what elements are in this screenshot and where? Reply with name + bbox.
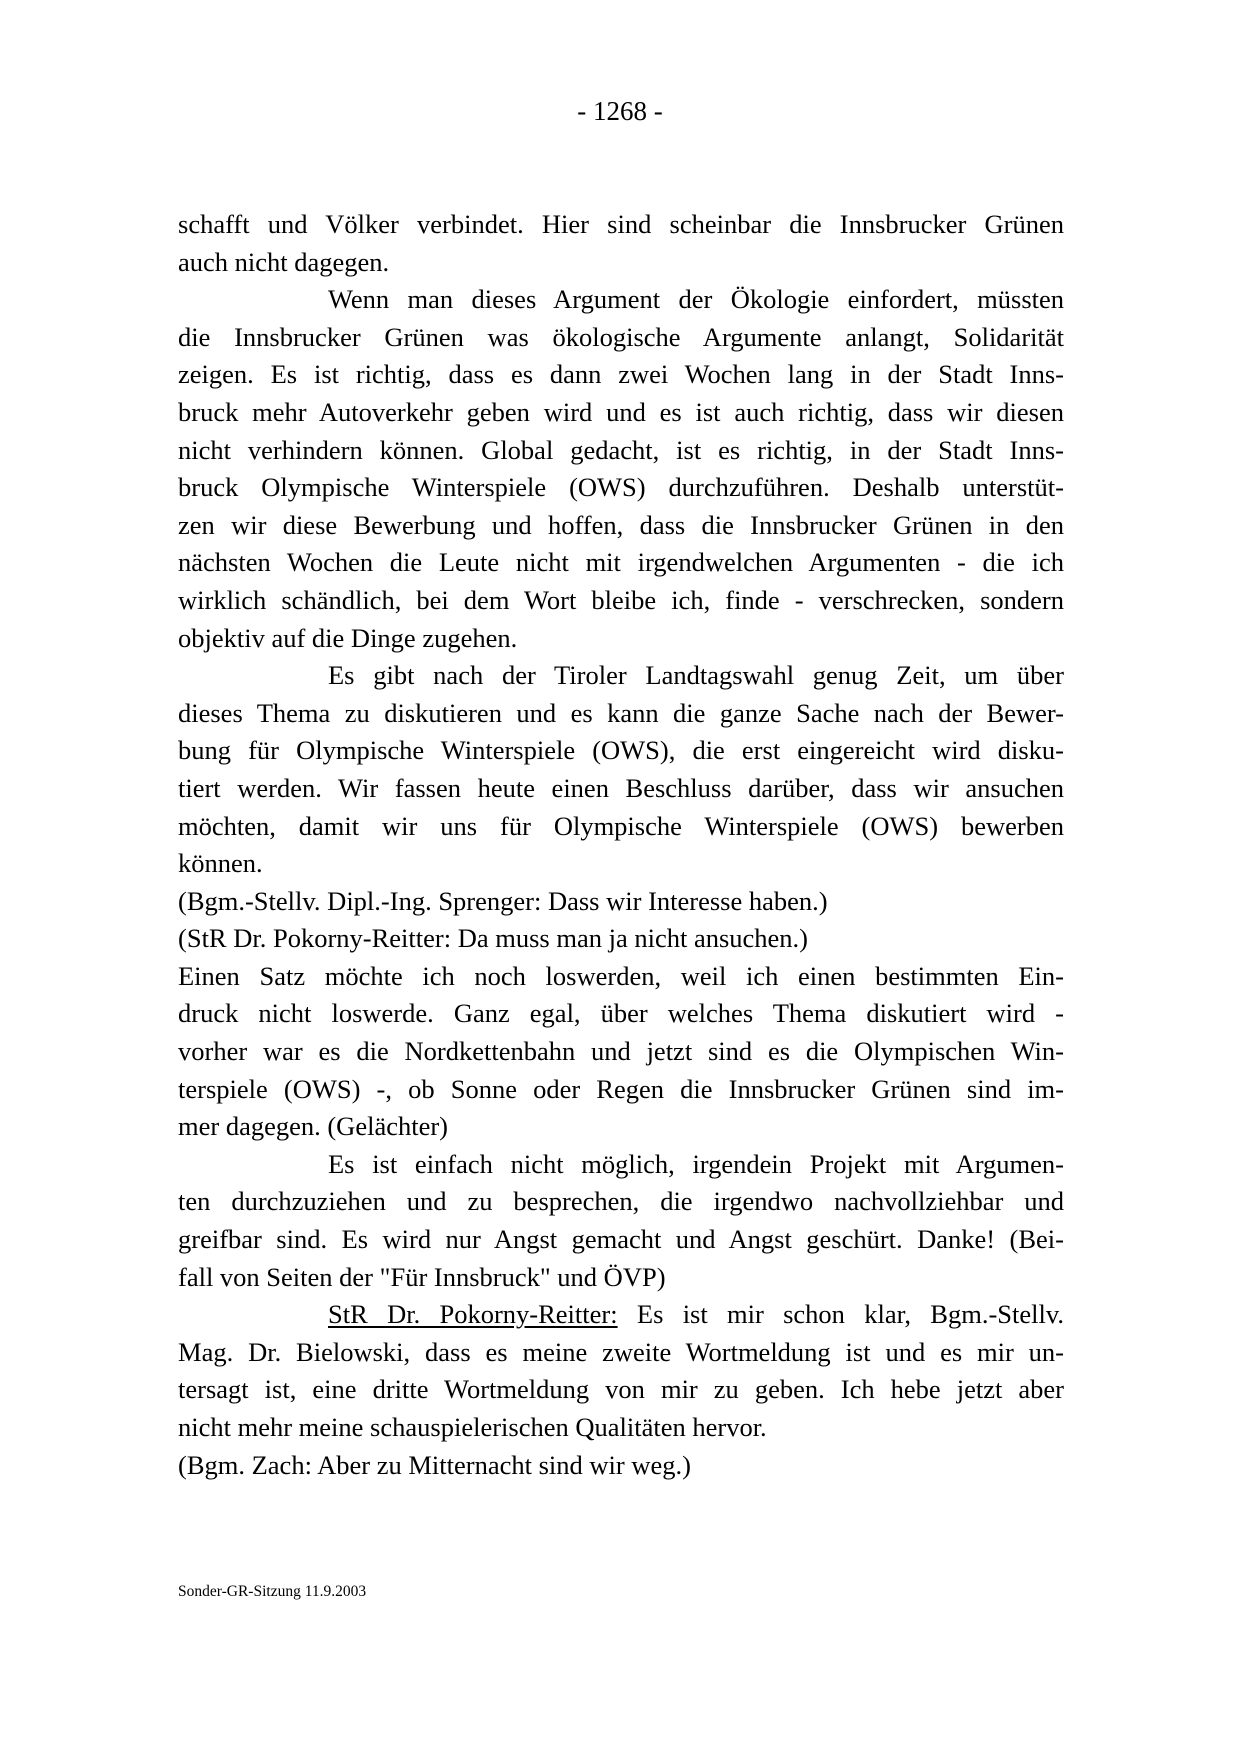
text-line: tersagt ist, eine dritte Wortmeldung von mir zu geben. Ich hebe jetzt aber	[178, 1374, 1064, 1405]
text-line: Es ist einfach nicht möglich, irgendein Projekt mit Argumen-	[328, 1148, 1064, 1179]
text-line: greifbar sind. Es wird nur Angst gemacht und Angst geschürt. Danke! (Bei-	[178, 1224, 1064, 1255]
text-line: möchten, damit wir uns für Olympische Winterspiele (OWS) bewerben	[178, 810, 1064, 841]
text-line: Wenn man dieses Argument der Ökologie einfordert, müssten	[328, 284, 1064, 315]
text-line: mer dagegen. (Gelächter)	[178, 1111, 448, 1142]
interjection-line: (StR Dr. Pokorny-Reitter: Da muss man ja nicht ansuchen.)	[178, 923, 809, 954]
text-line: zeigen. Es ist richtig, dass es dann zwei Wochen lang in der Stadt Inns-	[178, 359, 1064, 390]
text-line: dieses Thema zu diskutieren und es kann die ganze Sache nach der Bewer-	[178, 697, 1064, 728]
text-line: terspiele (OWS) -, ob Sonne oder Regen die Innsbrucker Grünen sind im-	[178, 1073, 1064, 1104]
text-line: Es gibt nach der Tiroler Landtagswahl genug Zeit, um über	[328, 660, 1064, 691]
text-line: die Innsbrucker Grünen was ökologische Argumente anlangt, Solidarität	[178, 321, 1064, 352]
speaker-line	[178, 1296, 1064, 1334]
text-line: nicht verhindern können. Global gedacht, ist es richtig, in der Stadt Inns-	[178, 434, 1064, 465]
text-line: auch nicht dagegen.	[178, 246, 390, 277]
text-line: wirklich schändlich, bei dem Wort bleibe ich, finde - verschrecken, sondern	[178, 584, 1064, 615]
text-line: Einen Satz möchte ich noch loswerden, weil ich einen bestimmten Ein-	[178, 960, 1064, 991]
interjection-line: (Bgm.-Stellv. Dipl.-Ing. Sprenger: Dass wir Interesse haben.)	[178, 885, 828, 916]
text-line: objektiv auf die Dinge zugehen.	[178, 622, 518, 653]
text-line: tiert werden. Wir fassen heute einen Beschluss darüber, dass wir ansuchen	[178, 772, 1064, 803]
transcript-body	[178, 206, 1064, 1484]
speaker-line-rest: Es ist mir schon klar, Bgm.-Stellv.	[617, 1299, 1065, 1330]
text-line: bruck Olympische Winterspiele (OWS) durchzuführen. Deshalb unterstüt-	[178, 472, 1064, 503]
text-line: können.	[178, 848, 263, 879]
page-number: - 1268 -	[577, 96, 663, 126]
text-line: schafft und Völker verbindet. Hier sind scheinbar die Innsbrucker Grünen	[178, 209, 1064, 239]
interjection-line: (Bgm. Zach: Aber zu Mitternacht sind wir weg.)	[178, 1449, 691, 1480]
text-line: vorher war es die Nordkettenbahn und jetzt sind es die Olympischen Win-	[178, 1036, 1064, 1067]
text-line: ten durchzuziehen und zu besprechen, die irgendwo nachvollziehbar und	[178, 1186, 1064, 1217]
text-line: druck nicht loswerde. Ganz egal, über welches Thema diskutiert wird -	[178, 998, 1064, 1029]
speaker-name: StR Dr. Pokorny-Reitter:	[328, 1299, 618, 1330]
text-line: fall von Seiten der "Für Innsbruck" und ÖVP)	[178, 1261, 666, 1292]
text-line: nächsten Wochen die Leute nicht mit irgendwelchen Argumenten - die ich	[178, 547, 1064, 578]
text-line: bruck mehr Autoverkehr geben wird und es ist auch richtig, dass wir diesen	[178, 396, 1064, 427]
footer-session-label: Sonder-GR-Sitzung 11.9.2003	[178, 1583, 367, 1600]
text-line: nicht mehr meine schauspielerischen Qualitäten hervor.	[178, 1412, 767, 1442]
text-line: Mag. Dr. Bielowski, dass es meine zweite Wortmeldung ist und es mir un-	[178, 1336, 1064, 1367]
text-line: zen wir diese Bewerbung und hoffen, dass die Innsbrucker Grünen in den	[178, 509, 1064, 540]
text-line: bung für Olympische Winterspiele (OWS), die erst eingereicht wird disku-	[178, 735, 1064, 766]
